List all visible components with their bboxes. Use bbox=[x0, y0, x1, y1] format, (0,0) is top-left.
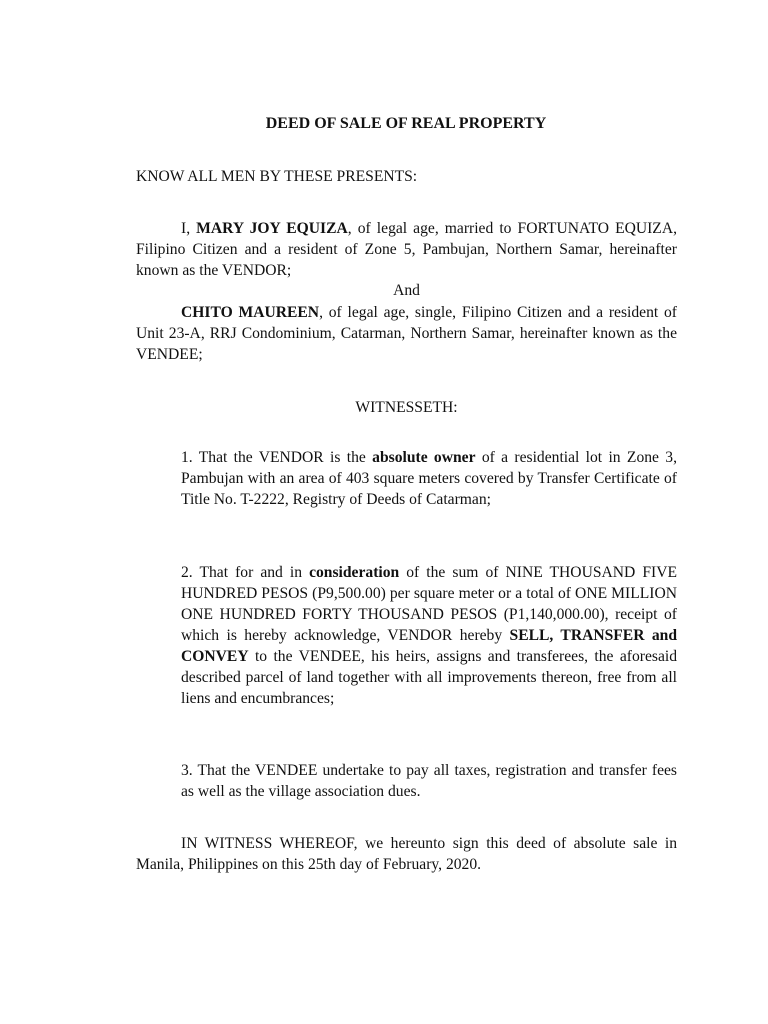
vendor-paragraph bbox=[136, 218, 677, 281]
clause-1 bbox=[181, 447, 677, 510]
vendee-name: CHITO MAUREEN bbox=[181, 304, 320, 321]
clause-1-bold: absolute owner bbox=[372, 449, 476, 466]
vendor-prefix: I, bbox=[181, 220, 197, 237]
clause-1-prefix: 1. That the VENDOR is the bbox=[181, 449, 373, 466]
clause-2-rest: to the VENDEE, his heirs, assigns and transferees, the aforesaid described parcel of land together with all improvements thereon, free from all liens and encumbrances; bbox=[181, 648, 677, 707]
clause-2-bold-consideration: consideration bbox=[309, 564, 400, 581]
clause-1-rest: of a residential lot in Zone 3, Pambujan with an area of 403 square meters covered by Transfer Certificate of Title No. T-2222, Registry of Deeds of Catarman; bbox=[181, 449, 677, 508]
clause-2-middle: of the sum of NINE THOUSAND FIVE HUNDRED PESOS (P9,500.00) per square meter or a total of ONE MILLION ONE HUNDRED FORTY THOUSAND PESOS (P1,140,000.00), receipt of which is hereby acknowledge, VENDOR hereby bbox=[181, 564, 677, 644]
and-conjunction: And bbox=[393, 282, 420, 299]
clause-2-prefix: 2. That for and in bbox=[181, 564, 310, 581]
witnesseth-heading: WITNESSETH: bbox=[355, 399, 458, 416]
clause-3: 3. That the VENDEE undertake to pay all taxes, registration and transfer fees as well as the village association dues. bbox=[181, 762, 677, 800]
vendor-name: MARY JOY EQUIZA bbox=[196, 220, 348, 237]
document-title: DEED OF SALE OF REAL PROPERTY bbox=[265, 115, 547, 132]
clause-2-bold-conveyance: SELL, TRANSFER and CONVEY bbox=[181, 627, 677, 665]
clause-2 bbox=[181, 562, 677, 709]
vendor-details: , of legal age, married to FORTUNATO EQUIZA, Filipino Citizen and a resident of Zone 5, Pambujan, Northern Samar, hereinafter known as the VENDOR; bbox=[136, 220, 677, 279]
closing-paragraph: IN WITNESS WHEREOF, we hereunto sign this deed of absolute sale in Manila, Philippines on this 25th day of February, 2020. bbox=[136, 835, 677, 873]
vendee-paragraph bbox=[136, 302, 677, 365]
intro-line: KNOW ALL MEN BY THESE PRESENTS: bbox=[136, 168, 418, 185]
vendee-details: , of legal age, single, Filipino Citizen and a resident of Unit 23-A, RRJ Condominium, Catarman, Northern Samar, hereinafter known as the VENDEE; bbox=[136, 304, 677, 363]
